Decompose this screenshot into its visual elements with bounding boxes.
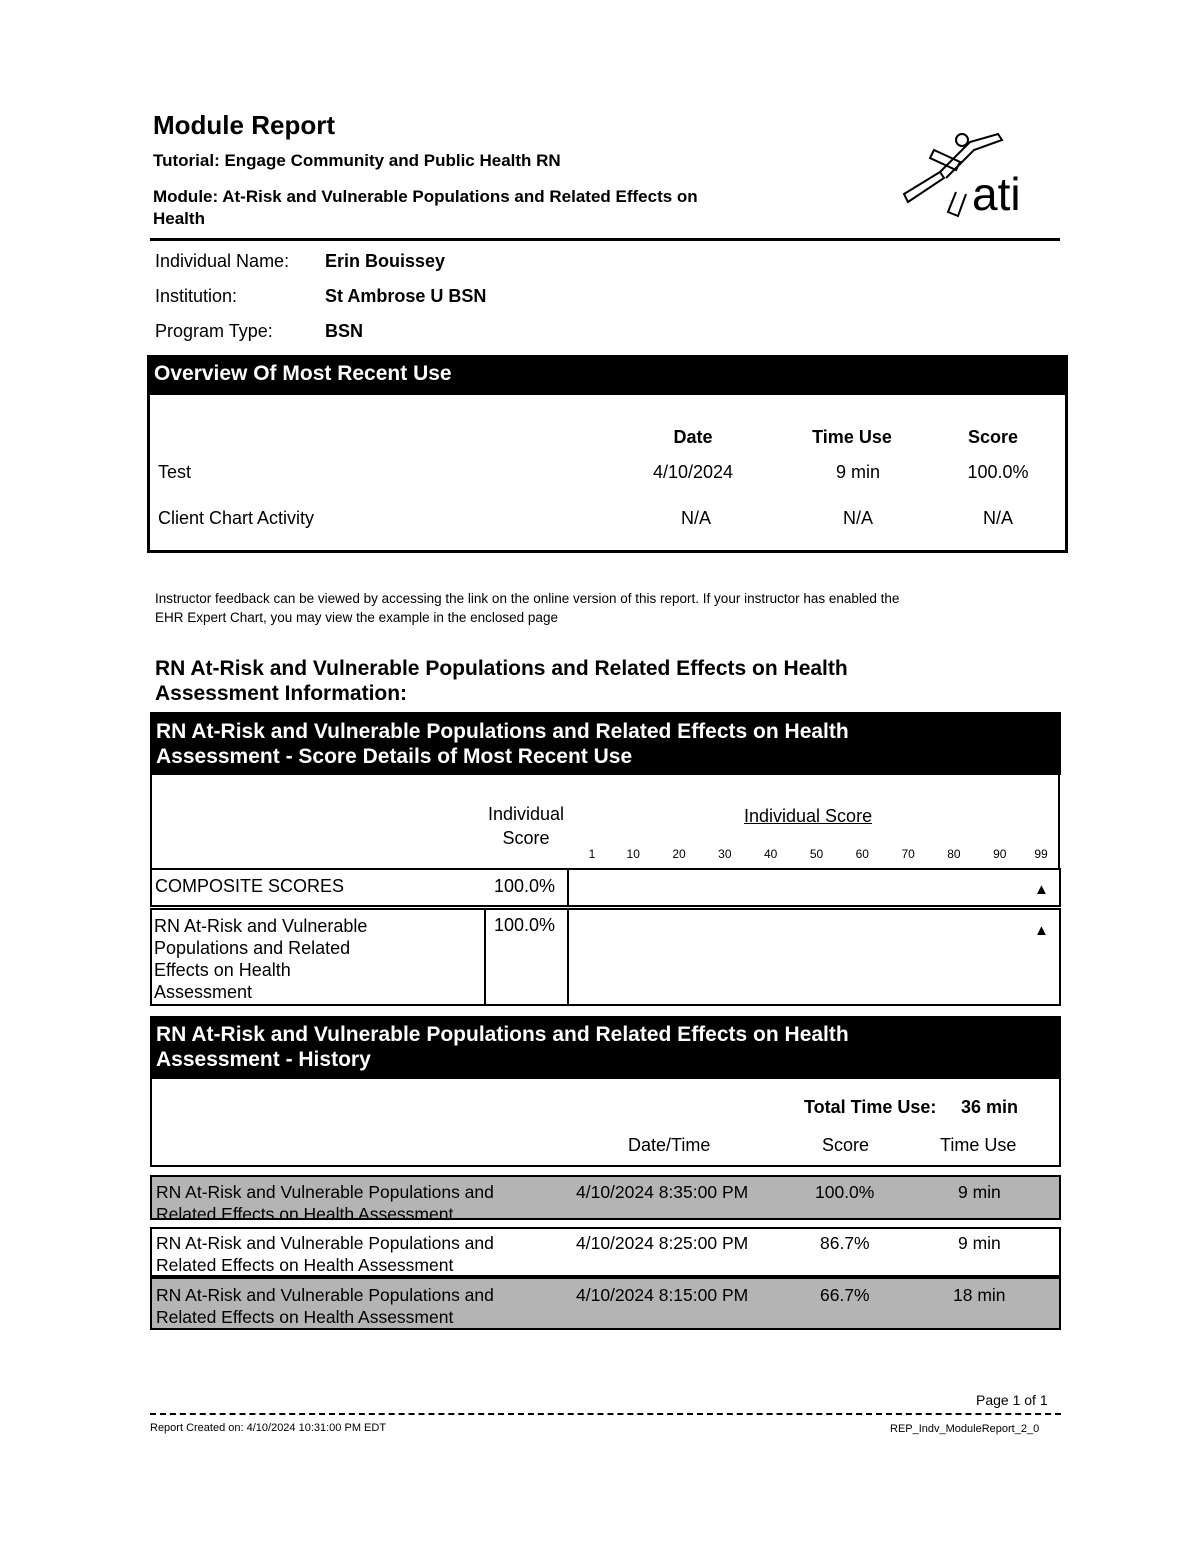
module-line-2: Health: [153, 209, 205, 228]
col-individual-score-line-1: Individual: [487, 804, 565, 824]
score-details-title: [150, 712, 1061, 775]
detail-score: 100.0%: [494, 915, 556, 935]
overview-title: Overview Of Most Recent Use: [147, 355, 1068, 395]
name-label: Individual Name:: [155, 251, 290, 271]
history-row-datetime: 4/10/2024 8:25:00 PM: [576, 1233, 749, 1253]
overview-row-test-date: 4/10/2024: [652, 462, 734, 482]
detail-score-marker: ▲: [1034, 922, 1049, 939]
history-row-name-line-1: RN At-Risk and Vulnerable Populations and: [156, 1182, 494, 1202]
detail-divider-2: [567, 908, 569, 1006]
history-row-datetime: 4/10/2024 8:35:00 PM: [576, 1182, 749, 1202]
scale-tick: 90: [993, 847, 1007, 861]
individual-score-scale-title: Individual Score: [744, 806, 873, 826]
history-row-time: 18 min: [953, 1285, 1006, 1305]
program-label: Program Type:: [155, 321, 273, 341]
composite-label: COMPOSITE SCORES: [155, 876, 345, 896]
history-row: [150, 1175, 1061, 1224]
history-row-name-line-2: Related Effects on Health Assessment: [156, 1255, 454, 1275]
history-row-score: 66.7%: [820, 1285, 870, 1305]
overview-row-chart-score: N/A: [982, 508, 1013, 528]
institution-value: St Ambrose U BSN: [325, 286, 487, 306]
header-divider: [150, 238, 1060, 241]
name-value: Erin Bouissey: [325, 251, 446, 271]
overview-row-test-score: 100.0%: [967, 462, 1029, 482]
overview-col-score: Score: [967, 427, 1019, 447]
history-title-line-2: Assessment - History: [156, 1048, 371, 1071]
history-row: [150, 1277, 1061, 1330]
history-row-name-line-2: Related Effects on Health Assessment: [156, 1204, 454, 1224]
history-title-line-1: RN At-Risk and Vulnerable Populations and Related Effects on Health: [156, 1023, 849, 1046]
footer-dashed-rule: [150, 1413, 1061, 1415]
instructor-note-line-1: Instructor feedback can be viewed by accessing the link on the online version of this report. If your instructor has enabled the: [155, 591, 900, 606]
history-title: [150, 1016, 1061, 1079]
ati-logo: [900, 132, 1050, 222]
scale-tick: 1: [588, 847, 596, 861]
score-details-title-line-2: Assessment - Score Details of Most Recent Use: [156, 745, 633, 768]
page-title: Module Report: [153, 110, 335, 140]
detail-label-line-3: Effects on Health: [154, 960, 291, 980]
history-row-name-line-1: RN At-Risk and Vulnerable Populations and: [156, 1285, 494, 1305]
total-time-value: 36 min: [961, 1097, 1019, 1117]
composite-score: 100.0%: [494, 876, 556, 896]
overview-row-chart-label: Client Chart Activity: [158, 508, 315, 528]
overview-col-time: Time Use: [812, 427, 892, 447]
scale-tick: 30: [718, 847, 732, 861]
logo-text: ati: [972, 168, 1021, 220]
detail-divider-1: [484, 908, 486, 1006]
history-row-time: 9 min: [958, 1182, 1001, 1202]
scale-tick: 80: [947, 847, 961, 861]
scale-tick: 20: [672, 847, 686, 861]
assessment-heading: [155, 656, 848, 706]
program-value: BSN: [325, 321, 364, 341]
history-row-name-line-2: Related Effects on Health Assessment: [156, 1307, 454, 1327]
history-header-box: [150, 1078, 1061, 1167]
total-time-label: Total Time Use:: [804, 1097, 937, 1117]
scale-tick: 40: [763, 847, 778, 861]
scale-tick: 99: [1034, 847, 1048, 861]
score-header-left-border: [150, 775, 152, 870]
col-individual-score-line-2: Score: [502, 828, 550, 848]
report-id: REP_Indv_ModuleReport_2_0: [890, 1423, 1040, 1435]
history-col-time: Time Use: [940, 1135, 1017, 1155]
history-row: [150, 1227, 1061, 1277]
composite-divider: [567, 868, 569, 907]
detail-label-line-4: Assessment: [154, 982, 253, 1002]
report-created: Report Created on: 4/10/2024 10:31:00 PM EDT: [150, 1422, 387, 1434]
overview-row-test-time: 9 min: [835, 462, 880, 482]
assessment-heading-line-2: Assessment Information:: [155, 682, 408, 705]
detail-label-line-2: Populations and Related: [154, 938, 351, 958]
page-number: Page 1 of 1: [976, 1392, 1048, 1408]
institution-label: Institution:: [155, 286, 238, 306]
history-row-name: [156, 1181, 494, 1225]
history-col-score: Score: [822, 1135, 870, 1155]
history-row-score: 100.0%: [815, 1182, 875, 1202]
overview-row-chart-time: N/A: [842, 508, 873, 528]
history-row-name: [156, 1284, 494, 1328]
history-col-datetime: Date/Time: [628, 1135, 711, 1155]
overview-col-date: Date: [673, 427, 713, 447]
composite-score-marker: ▲: [1034, 881, 1049, 898]
tutorial-line: Tutorial: Engage Community and Public Health RN: [153, 151, 561, 170]
instructor-note: [155, 589, 1035, 627]
scale-tick: 70: [901, 847, 915, 861]
scale-tick: 50: [809, 847, 824, 861]
history-row-name: [156, 1232, 494, 1276]
instructor-note-line-2: EHR Expert Chart, you may view the example in the enclosed page: [155, 610, 558, 625]
detail-label-line-1: RN At-Risk and Vulnerable: [154, 916, 368, 936]
overview-row-chart-date: N/A: [680, 508, 711, 528]
assessment-heading-line-1: RN At-Risk and Vulnerable Populations and Related Effects on Health: [155, 657, 848, 680]
col-individual-score: [476, 802, 576, 850]
scale-tick: 10: [626, 847, 640, 861]
history-row-time: 9 min: [958, 1233, 1001, 1253]
detail-label: [154, 915, 367, 1003]
overview-row-test-label: Test: [158, 462, 192, 482]
module-line-1: Module: At-Risk and Vulnerable Populations and Related Effects on: [153, 187, 698, 206]
history-row-score: 86.7%: [820, 1233, 870, 1253]
score-header-right-border: [1058, 775, 1060, 870]
history-row-datetime: 4/10/2024 8:15:00 PM: [576, 1285, 749, 1305]
scale-tick: 60: [855, 847, 869, 861]
history-row-name-line-1: RN At-Risk and Vulnerable Populations and: [156, 1233, 494, 1253]
score-details-title-line-1: RN At-Risk and Vulnerable Populations and Related Effects on Health: [156, 720, 849, 743]
